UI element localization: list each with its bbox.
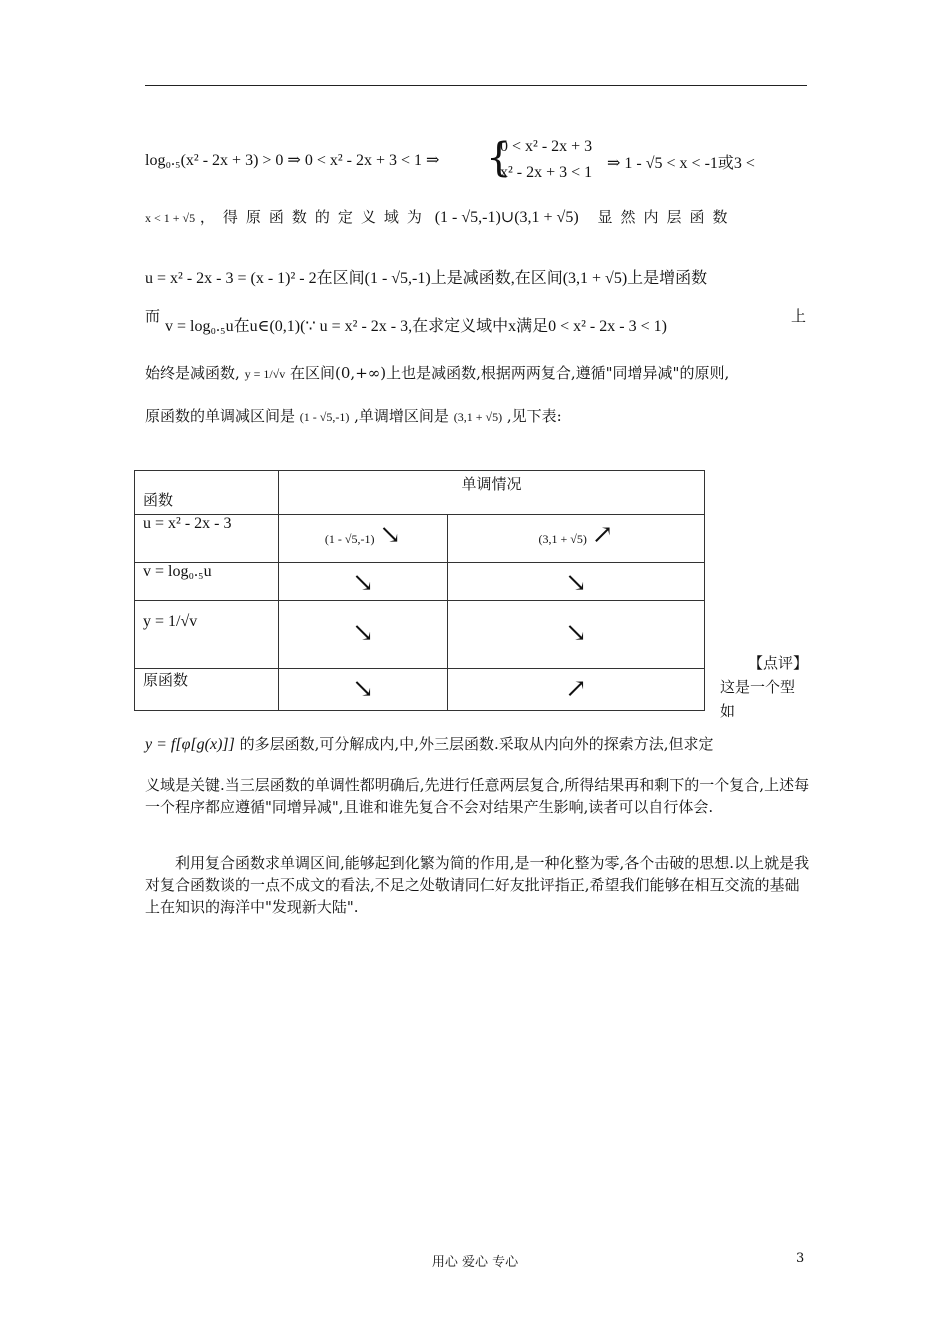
system-eq-2: x² - 2x + 3 < 1 [500, 164, 593, 181]
function-y: y = 1/√v [135, 601, 279, 669]
comment-text: 如 [720, 702, 736, 720]
table-row [135, 471, 705, 515]
arrow-down-icon: ↘ [352, 674, 374, 704]
arrow-down-icon: ↘ [352, 618, 374, 648]
middle-function-line: v = log₀.₅u在u∈(0,1)(∵ u = x² - 2x - 3,在求定义域中x满足0 < x² - 2x - 3 < 1) [165, 318, 667, 335]
text: ,单调增区间是 [354, 407, 449, 425]
paragraph-2: 利用复合函数求单调区间,能够起到化繁为简的作用,是一种化整为零,各个击破的思想.以上就是我对复合函数谈的一点不成文的看法,不足之处敬请同仁好友批评指正,希望我们能够在相互交流的基础上在知识的海洋中"发现新大陆". [145, 854, 810, 916]
interval: (1 - √5,-1) [324, 532, 375, 546]
cell [279, 669, 448, 711]
nested-function: y = f[φ[g(x)]] [145, 736, 235, 753]
header-rule [145, 85, 807, 86]
system-brace: { [486, 135, 512, 181]
system-eq-1: 0 < x² - 2x + 3 [500, 138, 593, 155]
text: 的多层函数,可分解成内,中,外三层函数.采取从内向外的探索方法,但求定 [239, 735, 714, 753]
cell [448, 563, 705, 601]
outer-function-line [145, 362, 729, 383]
comment-label: 【点评】 [748, 654, 809, 672]
arrow-up-icon: ↗ [565, 674, 587, 704]
table-row [135, 563, 705, 601]
domain-line [145, 206, 735, 227]
decreasing-interval: (1 - √5,-1) [299, 410, 350, 424]
table-row [135, 669, 705, 711]
cell [279, 601, 448, 669]
middle-tail: 上 [791, 307, 807, 325]
cell [448, 669, 705, 711]
middle-lead: 而 [145, 307, 161, 325]
inner-function-line: u = x² - 2x - 3 = (x - 1)² - 2在区间(1 - √5,-1)上是减函数,在区间(3,1 + √5)上是增函数 [145, 270, 708, 287]
cell [448, 601, 705, 669]
paragraph-1: 义域是关键.当三层函数的单调性都明确后,先进行任意两层复合,所得结果再和剩下的一个复合,上述每一个程序都应遵循"同增异减",且谁和谁先复合不会对结果产生影响,读者可以自行体会. [145, 776, 810, 816]
inner-function-text: 显然内层函数 [597, 208, 736, 226]
table-row [135, 515, 705, 563]
function-original: 原函数 [135, 669, 279, 711]
cell [448, 515, 705, 563]
equation-part: log₀.₅(x² - 2x + 3) > 0 ⇒ 0 < x² - 2x + 3 < 1 ⇒ [145, 152, 440, 169]
cell [279, 563, 448, 601]
header-function: 函数 [135, 471, 279, 515]
monotonicity-table [134, 470, 705, 711]
intervals-line [145, 405, 562, 426]
interval: (3,1 + √5) [538, 532, 587, 546]
domain-text: ，得原函数的定义域为 [199, 208, 430, 226]
text: 原函数的单调减区间是 [145, 407, 296, 425]
comment-line [145, 733, 713, 754]
arrow-down-icon: ↘ [565, 618, 587, 648]
arrow-down-icon: ↘ [565, 568, 587, 598]
page-number: 3 [796, 1251, 805, 1266]
comment-text: 这是一个型 [720, 678, 796, 696]
function-u: u = x² - 2x - 3 [135, 515, 279, 563]
outer-function: y = 1/√v [244, 367, 286, 381]
footer-motto: 用心 爱心 专心 [431, 1255, 519, 1270]
text: 始终是减函数, [145, 364, 240, 382]
arrow-down-icon: ↘ [352, 568, 374, 598]
inequality: x < 1 + √5 [145, 211, 196, 225]
arrow-up-icon: ↗ [591, 520, 614, 550]
text: ,见下表: [506, 407, 562, 425]
cell [279, 515, 448, 563]
equation-result: ⇒ 1 - √5 < x < -1或3 < [607, 155, 755, 172]
arrow-down-icon: ↘ [379, 520, 402, 550]
table-row [135, 601, 705, 669]
domain-intervals: (1 - √5,-1)∪(3,1 + √5) [434, 209, 579, 226]
text: 在区间(0,+∞)上也是减函数,根据两两复合,遵循"同增异减"的原则, [290, 364, 730, 382]
equation-line-1 [145, 150, 439, 170]
increasing-interval: (3,1 + √5) [453, 410, 503, 424]
function-v: v = log₀.₅u [135, 563, 279, 601]
header-monotonicity: 单调情况 [279, 471, 705, 515]
